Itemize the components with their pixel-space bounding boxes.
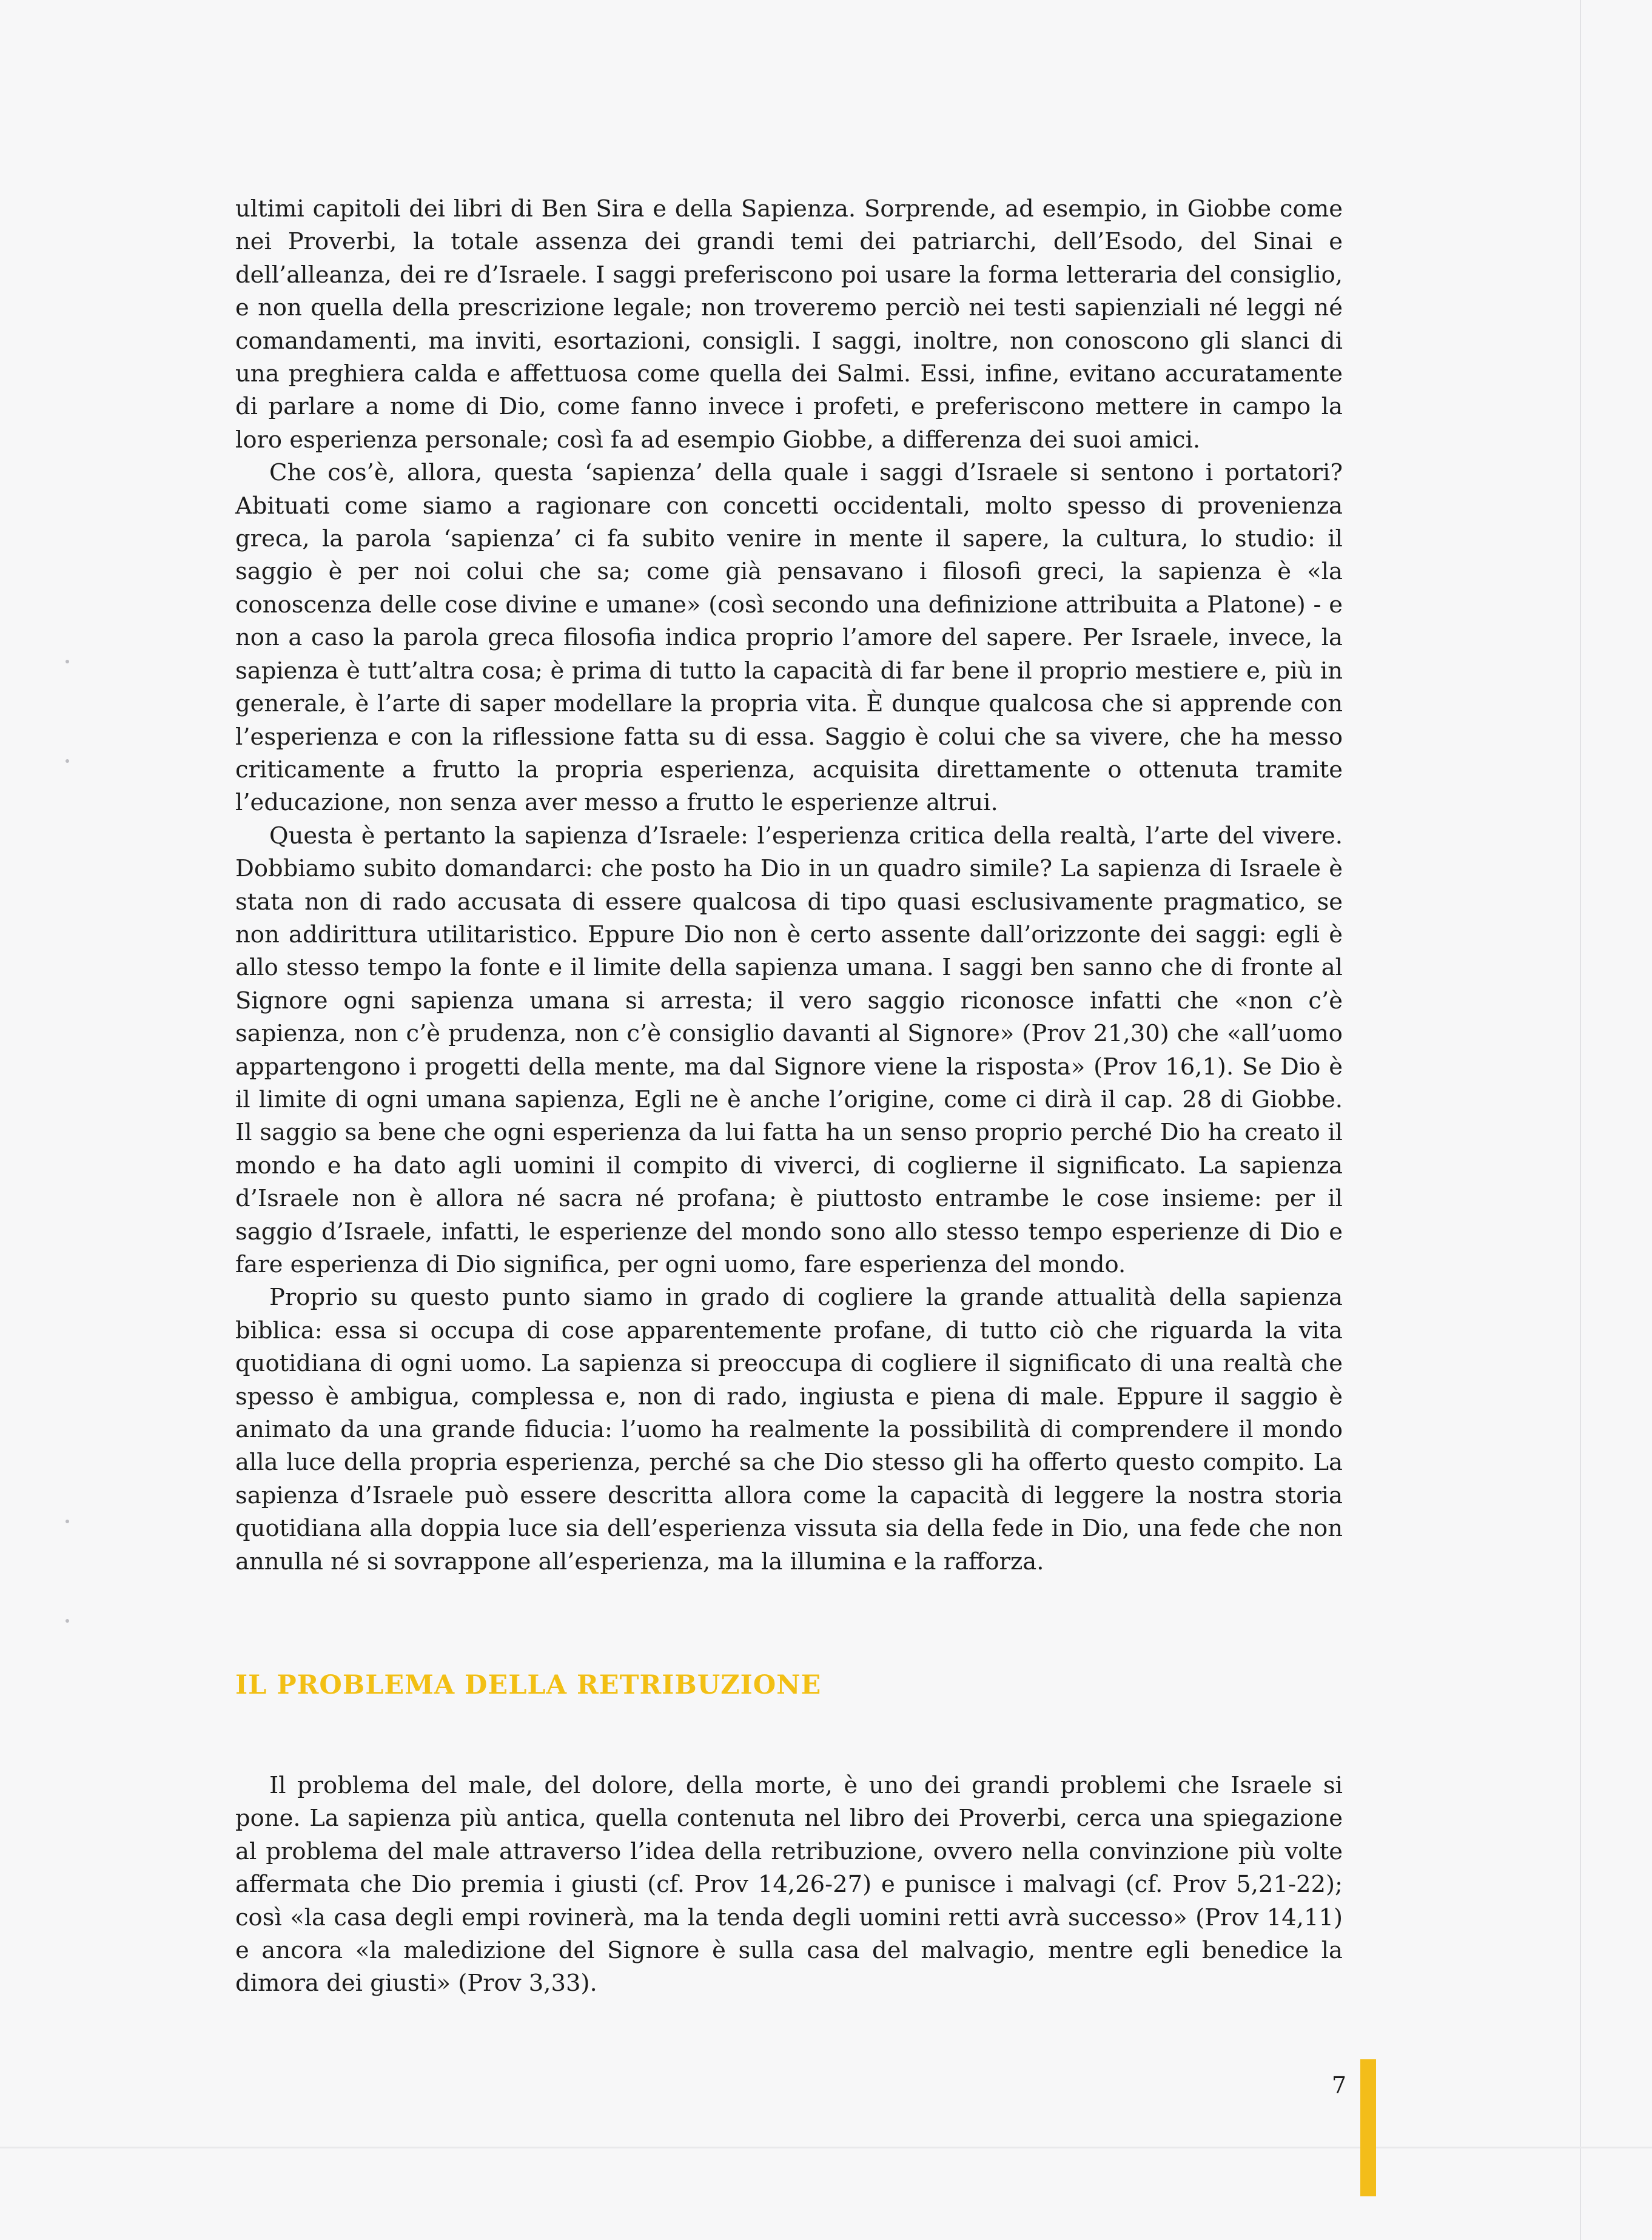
section-text <box>235 1769 1343 2000</box>
section-heading: IL PROBLEMA DELLA RETRIBUZIONE <box>235 1670 822 1700</box>
page-number: 7 <box>1331 2072 1346 2099</box>
page-edge <box>1580 0 1581 2240</box>
main-text <box>235 193 1343 1578</box>
binder-hole-mark <box>65 1520 69 1523</box>
paragraph: Il problema del male, del dolore, della morte, è uno dei grandi problemi che Israele si pone. La sapienza più antica, quella contenuta nel libro dei Proverbi, cerca una spiegazione al problema del male attraverso l’idea della retribuzione, ovvero nella convinzione più volte affermata che Dio premia i giusti (cf. Prov 14,26-27) e punisce i malvagi (cf. Prov 5,21-22); così «la casa degli empi rovinerà, ma la tenda degli uomini retti avrà successo» (Prov 14,11) e ancora «la maledizione del Signore è sulla casa del malvagio, mentre egli benedice la dimora dei giusti» (Prov 3,33). <box>235 1772 1343 1997</box>
binder-hole-mark <box>65 1619 69 1623</box>
paragraph: Proprio su questo punto siamo in grado di cogliere la grande attualità della sapienza biblica: essa si occupa di cose apparentemente profane, di tutto ciò che riguarda la vita quotidiana di ogni uomo. La sapienza si preoccupa di cogliere il significato di una realtà che spesso è ambigua, complessa e, non di rado, ingiusta e piena di male. Eppure il saggio è animato da una grande fiducia: l’uomo ha realmente la possibilità di comprendere il mondo alla luce della propria esperienza, perché sa che Dio stesso gli ha offerto questo compito. La sapienza d’Israele può essere descritta allora come la capacità di leggere la nostra storia quotidiana alla doppia luce sia dell’esperienza vissuta sia della fede in Dio, una fede che non annulla né si sovrappone all’esperienza, ma la illumina e la rafforza. <box>235 1284 1343 1575</box>
fold-line <box>0 2147 1652 2148</box>
page-accent-bar <box>1360 2059 1376 2196</box>
binder-hole-mark <box>65 660 69 663</box>
paragraph: Questa è pertanto la sapienza d’Israele: l’esperienza critica della realtà, l’arte del vivere. Dobbiamo subito domandarci: che posto ha Dio in un quadro simile? La sapienza di Israele è stata non di rado accusata di essere qualcosa di tipo quasi esclusivamente pragmatico, se non addirittura utilitaristico. Eppure Dio non è certo assente dall’orizzonte dei saggi: egli è allo stesso tempo la fonte e il limite della sapienza umana. I saggi ben sanno che di fronte al Signore ogni sapienza umana si arresta; il vero saggio riconosce infatti che «non c’è sapienza, non c’è prudenza, non c’è consiglio davanti al Signore» (Prov 21,30) che «all’uomo appartengono i progetti della mente, ma dal Signore viene la risposta» (Prov 16,1). Se Dio è il limite di ogni umana sapienza, Egli ne è anche l’origine, come ci dirà il cap. 28 di Giobbe. Il saggio sa bene che ogni esperienza da lui fatta ha un senso proprio perché Dio ha creato il mondo e ha dato agli uomini il compito di viverci, di coglierne il significato. La sapienza d’Israele non è allora né sacra né profana; è piuttosto entrambe le cose insieme: per il saggio d’Israele, infatti, le esperienze del mondo sono allo stesso tempo esperienze di Dio e fare esperienza di Dio significa, per ogni uomo, fare esperienza del mondo. <box>235 822 1343 1278</box>
binder-hole-mark <box>65 759 69 763</box>
paragraph: ultimi capitoli dei libri di Ben Sira e della Sapienza. Sorprende, ad esempio, in Giobbe come nei Proverbi, la totale assenza dei grandi temi dei patriarchi, dell’Esodo, del Sinai e dell’alleanza, dei re d’Israele. I saggi preferiscono poi usare la forma letteraria del consiglio, e non quella della prescrizione legale; non troveremo perciò nei testi sapienziali né leggi né comandamenti, ma inviti, esortazioni, consigli. I saggi, inoltre, non conoscono gli slanci di una preghiera calda e affettuosa come quella dei Salmi. Essi, infine, evitano accuratamente di parlare a nome di Dio, come fanno invece i profeti, e preferiscono mettere in campo la loro esperienza personale; così fa ad esempio Giobbe, a differenza dei suoi amici. <box>235 195 1343 454</box>
paragraph: Che cos’è, allora, questa ‘sapienza’ della quale i saggi d’Israele si sentono i portatori? Abituati come siamo a ragionare con concetti occidentali, molto spesso di provenienza greca, la parola ‘sapienza’ ci fa subito venire in mente il sapere, la cultura, lo studio: il saggio è per noi colui che sa; come già pensavano i filosofi greci, la sapienza è «la conoscenza delle cose divine e umane» (così secondo una definizione attribuita a Platone) - e non a caso la parola greca filosofia indica proprio l’amore del sapere. Per Israele, invece, la sapienza è tutt’altra cosa; è prima di tutto la capacità di far bene il proprio mestiere e, più in generale, è l’arte di saper modellare la propria vita. È dunque qualcosa che si apprende con l’esperienza e con la riflessione fatta su di essa. Saggio è colui che sa vivere, che ha messo criticamente a frutto la propria esperienza, acquisita direttamente o ottenuta tramite l’educazione, non senza aver messo a frutto le esperienze altrui. <box>235 459 1343 817</box>
